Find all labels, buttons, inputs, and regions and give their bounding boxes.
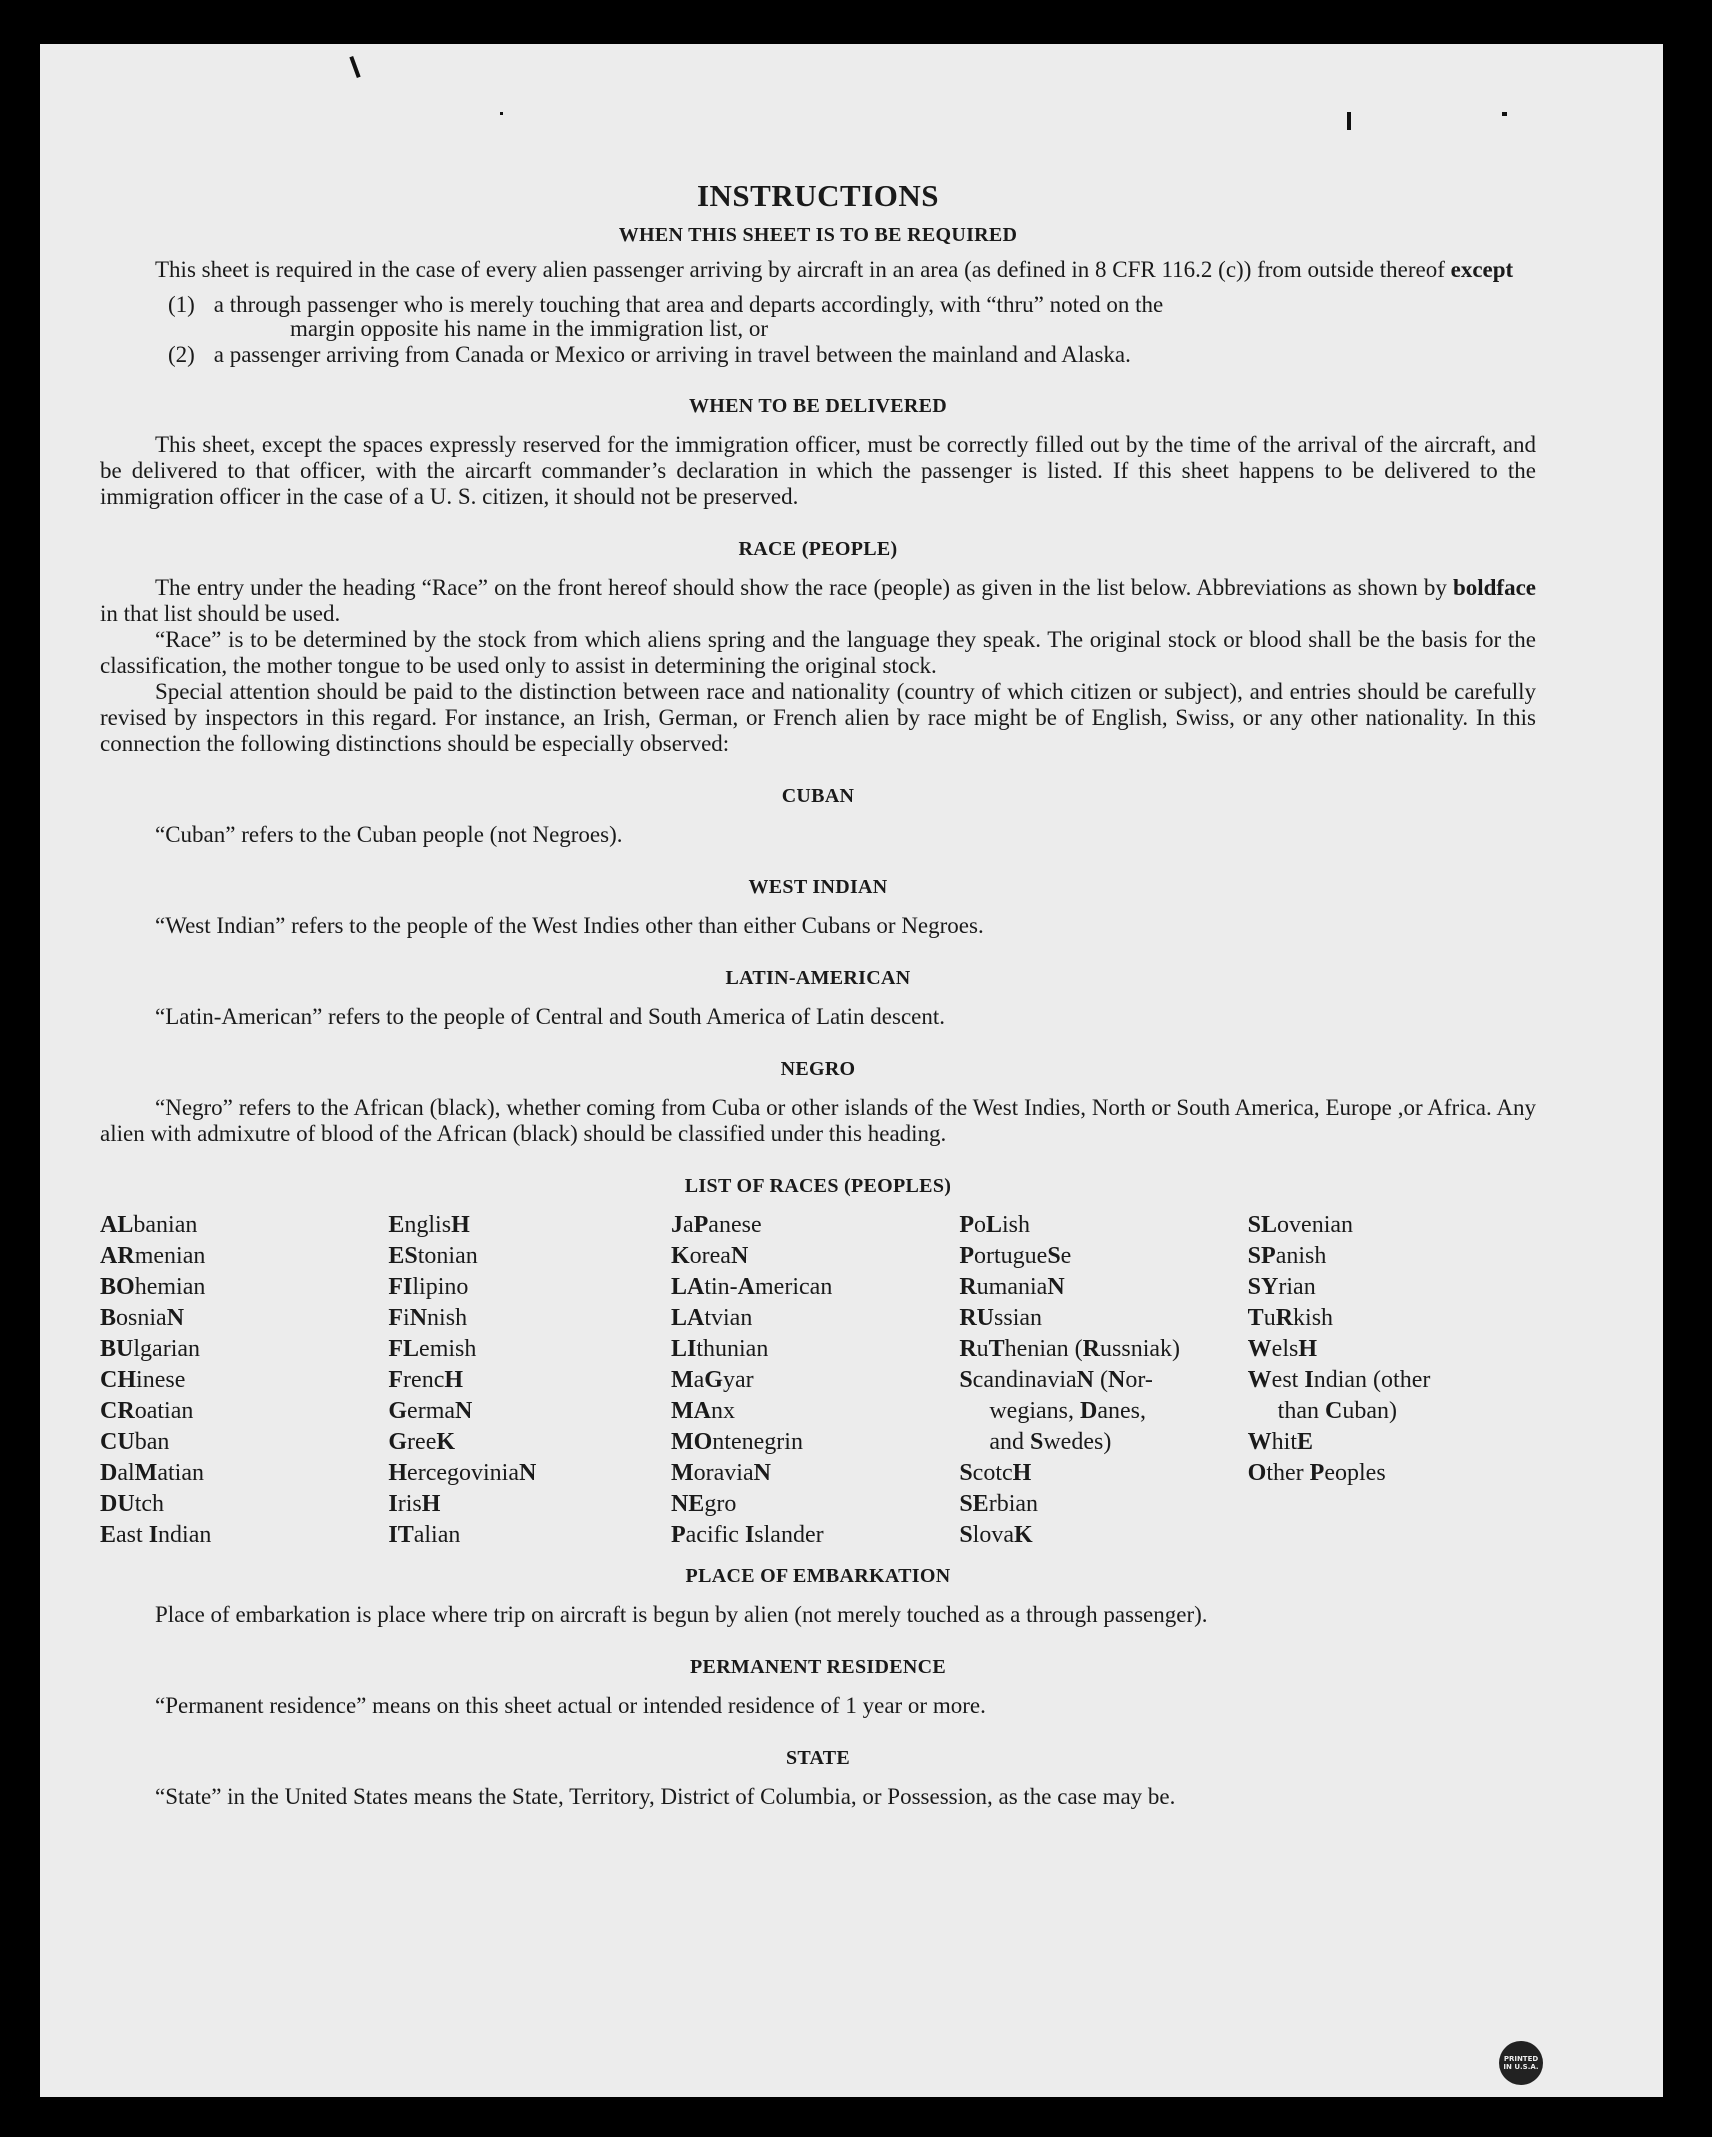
race-entry: FiNnish xyxy=(388,1305,468,1331)
section-text: “West Indian” refers to the people of the West Indies other than either Cubans or Negroes. xyxy=(155,913,984,938)
race-entry: DUtch xyxy=(100,1491,165,1517)
section-heading: NEGRO xyxy=(780,1058,856,1080)
race-entry: ScandinaviaN (Nor- xyxy=(959,1367,1153,1393)
section-text: The entry under the heading “Race” on the front hereof should show the race (people) as given in the list below. Abbreviations as shown by boldface in that list should be used. xyxy=(100,575,1537,626)
race-entry: ALbanian xyxy=(100,1212,198,1238)
race-entry: PoLish xyxy=(959,1212,1031,1238)
race-entry: EStonian xyxy=(388,1243,478,1269)
race-entry: SLovenian xyxy=(1247,1212,1354,1238)
race-entry: BosniaN xyxy=(100,1305,185,1331)
section-text: Place of embarkation is place where trip on aircraft is begun by alien (not merely touched as a through passenger). xyxy=(155,1602,1208,1627)
section-text: “Permanent residence” means on this sheet actual or intended residence of 1 year or more. xyxy=(155,1693,986,1718)
race-entry: SYrian xyxy=(1247,1274,1316,1300)
scan-mark xyxy=(1347,112,1351,130)
race-entry: BUlgarian xyxy=(100,1336,201,1362)
race-entry: CHinese xyxy=(100,1367,186,1393)
race-entry: Pacific Islander xyxy=(670,1522,824,1548)
race-entry: ScotcH xyxy=(959,1460,1032,1486)
section-text: “State” in the United States means the State, Territory, District of Columbia, or Possession, as the case may be. xyxy=(155,1784,1176,1809)
race-entry: SPanish xyxy=(1247,1243,1327,1269)
races-column xyxy=(671,1210,959,1551)
race-entry: LIthunian xyxy=(670,1336,769,1362)
races-column xyxy=(100,1210,388,1551)
section-race xyxy=(100,538,1536,757)
race-entry: MoraviaN xyxy=(670,1460,771,1486)
races-column xyxy=(388,1210,671,1551)
section-west-indian xyxy=(100,876,1536,939)
section-text: This sheet, except the spaces expressly reserved for the immigration officer, must be correctly filled out by the time of the arrival of the aircraft, and be delivered to that officer, with the aircarft commander’s declaration in which the passenger is listed. If this sheet happens to be delivered to the immigration officer in the case of a U. S. citizen, it should not be preserved. xyxy=(100,432,1536,509)
document-sheet xyxy=(40,44,1663,2097)
race-entry: MAnx xyxy=(670,1398,735,1424)
section-heading: PERMANENT RESIDENCE xyxy=(690,1656,946,1678)
section-text: “Race” is to be determined by the stock from which aliens spring and the language they speak. The original stock or blood shall be the basis for the classification, the mother tongue to be used only to assist in determining the original stock. xyxy=(100,627,1536,678)
race-entry: East Indian xyxy=(100,1522,212,1548)
section-text: “Negro” refers to the African (black), whether coming from Cuba or other islands of the West Indies, North or South America, Europe ,or Africa. Any alien with admixutre of blood of the African (black) should be classified under this heading. xyxy=(100,1095,1536,1146)
race-entry: FIlipino xyxy=(388,1274,469,1300)
section-delivered xyxy=(100,395,1536,510)
exception-list xyxy=(100,293,1536,367)
race-entry: ITalian xyxy=(388,1522,461,1548)
race-entry: wegians, Danes, xyxy=(989,1398,1146,1424)
race-entry: RuThenian (Russniak) xyxy=(959,1336,1181,1362)
section-heading: LATIN-AMERICAN xyxy=(725,967,911,989)
section-text: “Cuban” refers to the Cuban people (not Negroes). xyxy=(155,822,623,847)
section-heading: WHEN THIS SHEET IS TO BE REQUIRED xyxy=(618,224,1018,246)
race-entry: West Indian (other xyxy=(1247,1367,1431,1393)
race-entry: RumaniaN xyxy=(959,1274,1065,1300)
race-entry: KoreaN xyxy=(670,1243,749,1269)
race-entry: RUssian xyxy=(959,1305,1043,1331)
section-cuban xyxy=(100,785,1536,848)
race-entry: than Cuban) xyxy=(1277,1398,1397,1424)
section-residence xyxy=(100,1656,1536,1719)
list-item: (2) a passenger arriving from Canada or Mexico or arriving in travel between the mainland and Alaska. xyxy=(168,342,1131,367)
race-entry: JaPanese xyxy=(670,1212,762,1238)
section-heading: STATE xyxy=(785,1747,851,1769)
section-heading: RACE (PEOPLE) xyxy=(738,538,898,560)
races-table xyxy=(100,1210,1536,1551)
section-text: “Latin-American” refers to the people of Central and South America of Latin descent. xyxy=(155,1004,945,1029)
section-embarkation xyxy=(100,1565,1536,1628)
scan-mark xyxy=(1502,112,1507,116)
section-negro xyxy=(100,1058,1536,1147)
race-entry: IrisH xyxy=(388,1491,441,1517)
races-column xyxy=(1248,1210,1536,1551)
race-entry: and Swedes) xyxy=(989,1429,1112,1455)
section-text: Special attention should be paid to the distinction between race and nationality (country of which citizen or subject), and entries should be carefully revised by inspectors in this regard. For instance, an Irish, German, or French alien by race might be of English, Swiss, or any other nationality. In this connection the following distinctions should be especially observed: xyxy=(100,679,1536,756)
race-entry: SlovaK xyxy=(959,1522,1033,1548)
scan-mark xyxy=(349,56,360,78)
section-heading: WEST INDIAN xyxy=(748,876,888,898)
race-entry: MOntenegrin xyxy=(670,1429,803,1455)
section-heading: CUBAN xyxy=(781,785,855,807)
race-entry: CUban xyxy=(100,1429,170,1455)
race-entry: Other Peoples xyxy=(1247,1460,1386,1486)
section-state xyxy=(100,1747,1536,1810)
race-entry: FLemish xyxy=(388,1336,477,1362)
race-entry: WelsH xyxy=(1247,1336,1318,1362)
section-races-list xyxy=(100,1175,1536,1551)
race-entry: CRoatian xyxy=(100,1398,194,1424)
printer-seal-icon: PRINTED IN U.S.A. xyxy=(1499,2041,1543,2085)
section-required xyxy=(100,224,1536,367)
race-entry: BOhemian xyxy=(100,1274,206,1300)
race-entry: SErbian xyxy=(959,1491,1039,1517)
race-entry: LAtin-American xyxy=(670,1274,833,1300)
page-title: INSTRUCTIONS xyxy=(696,178,939,213)
race-entry: PortugueSe xyxy=(959,1243,1072,1269)
race-entry: GreeK xyxy=(388,1429,456,1455)
race-entry: MaGyar xyxy=(670,1367,754,1393)
list-item: (1) a through passenger who is merely touching that area and departs accordingly, with “thru” noted on the margin opposite his name in the immigration list, or xyxy=(168,292,1164,341)
race-entry: GermaN xyxy=(388,1398,473,1424)
race-entry: NEgro xyxy=(670,1491,737,1517)
races-column xyxy=(959,1210,1247,1551)
section-latin-american xyxy=(100,967,1536,1030)
section-heading: PLACE OF EMBARKATION xyxy=(685,1565,951,1587)
instructions-content xyxy=(100,134,1536,1810)
section-text: This sheet is required in the case of every alien passenger arriving by aircraft in an area (as defined in 8 CFR 116.2 (c)) from outside thereof except xyxy=(155,257,1514,282)
race-entry: DalMatian xyxy=(100,1460,204,1486)
race-entry: EnglisH xyxy=(388,1212,470,1238)
section-heading: WHEN TO BE DELIVERED xyxy=(688,395,948,417)
race-entry: LAtvian xyxy=(670,1305,753,1331)
race-entry: TuRkish xyxy=(1247,1305,1334,1331)
race-entry: WhitE xyxy=(1247,1429,1314,1455)
race-entry: ARmenian xyxy=(100,1243,206,1269)
section-heading: LIST OF RACES (PEOPLES) xyxy=(684,1175,952,1197)
scan-mark xyxy=(500,112,503,115)
race-entry: HercegoviniaN xyxy=(388,1460,537,1486)
race-entry: FrencH xyxy=(388,1367,464,1393)
